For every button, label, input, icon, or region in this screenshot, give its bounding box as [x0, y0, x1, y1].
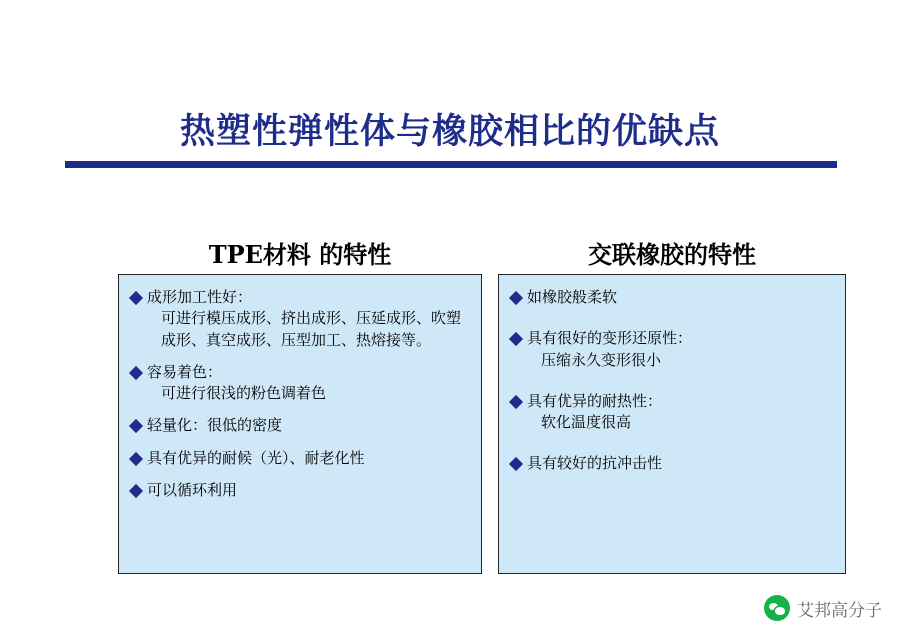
column-heading-right-rest: 交联橡胶的特性: [588, 240, 756, 269]
column-heading-left-bold: TPE: [208, 240, 263, 269]
list-item: [131, 287, 471, 351]
list-item-main: 成形加工性好：: [147, 288, 253, 306]
list-item: [131, 480, 471, 501]
list-item: [131, 448, 471, 469]
list-item-main: 容易着色：: [147, 362, 223, 381]
list-item-main: 轻量化：很低的密度: [147, 416, 283, 435]
list-item: [131, 415, 471, 436]
diamond-bullet-icon: [509, 457, 523, 471]
panel-tpe-properties: [118, 274, 482, 574]
list-item-text: [147, 287, 471, 351]
title-divider: [65, 161, 837, 168]
list-item-text: [527, 328, 692, 371]
list-item-sub: 压缩永久变形很小: [541, 350, 662, 369]
diamond-bullet-icon: [129, 366, 143, 380]
list-item-main: 如橡胶般柔软: [527, 288, 618, 306]
diamond-bullet-icon: [129, 419, 143, 433]
list-item-main: 具有优异的耐候（光）、耐老化性: [147, 448, 365, 467]
diamond-bullet-icon: [509, 291, 523, 305]
diamond-bullet-icon: [129, 484, 143, 498]
list-item: [511, 287, 835, 308]
list-item-text: [147, 362, 326, 405]
list-item-text: [527, 391, 662, 434]
column-heading-right: [498, 235, 846, 270]
list-item-main: 具有很好的变形还原性：: [527, 329, 693, 348]
list-item-text: [147, 448, 365, 469]
watermark-label: 艾邦高分子: [797, 600, 882, 621]
list-item-sub: 可进行很浅的粉色调着色: [161, 384, 327, 403]
list-item: [511, 391, 835, 434]
list-item: [511, 328, 835, 371]
diamond-bullet-icon: [509, 332, 523, 346]
list-item-text: [147, 480, 237, 501]
list-item-main: 具有优异的耐热性：: [527, 391, 663, 410]
page-title: 热塑性弹性体与橡胶相比的优缺点: [179, 111, 720, 152]
wechat-icon: [764, 595, 790, 621]
list-item-text: [147, 415, 282, 436]
list-item: [511, 453, 835, 474]
watermark: [764, 595, 882, 621]
list-item-main: 可以循环利用: [147, 481, 238, 500]
diamond-bullet-icon: [129, 452, 143, 466]
list-item: [131, 362, 471, 405]
panel-rubber-properties: [498, 274, 846, 574]
list-item-text: [527, 453, 662, 474]
list-item-main: 具有较好的抗冲击性: [527, 454, 663, 473]
column-heading-left: [118, 235, 482, 270]
list-item-sub: 软化温度很高: [541, 413, 632, 432]
diamond-bullet-icon: [509, 395, 523, 409]
diamond-bullet-icon: [129, 291, 143, 305]
list-item-sub: 可进行模压成形、挤出成形、压延成形、吹塑成形、真空成形、压型加工、热熔接等。: [161, 309, 462, 349]
column-heading-left-rest: 材料 的特性: [262, 240, 392, 269]
list-item-text: [527, 287, 617, 308]
